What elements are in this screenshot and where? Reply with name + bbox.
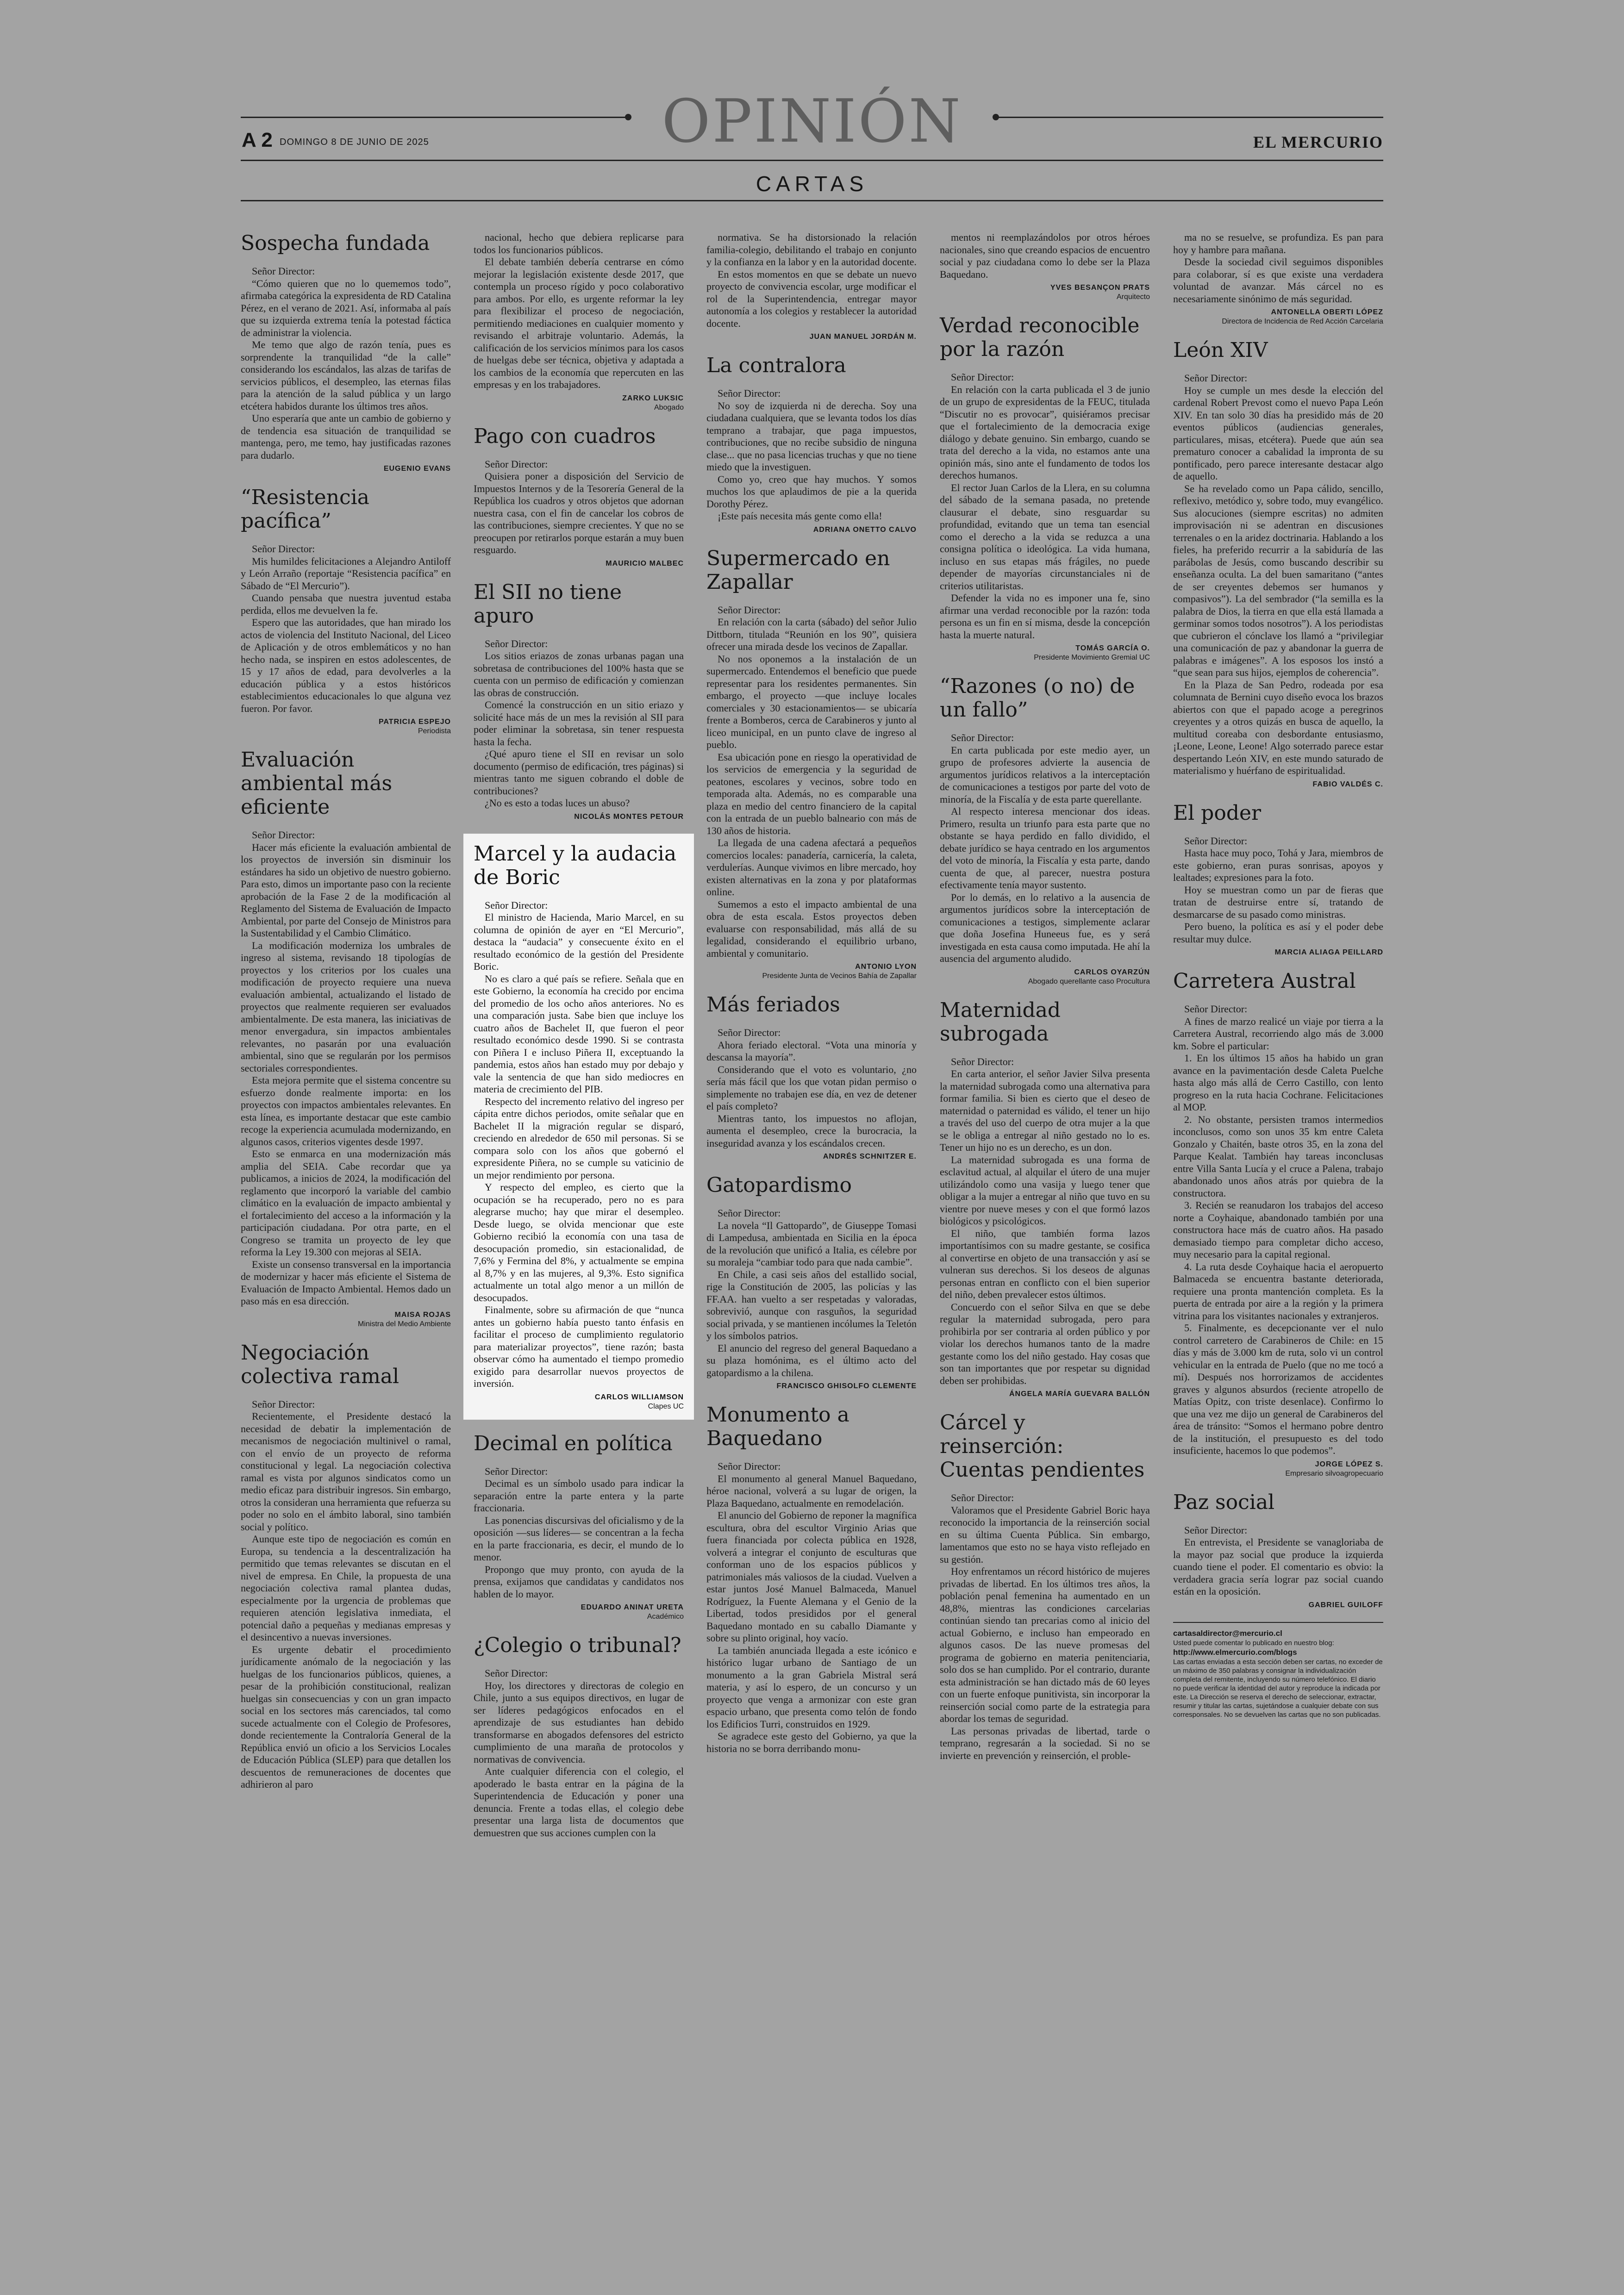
letter-paragraph: Uno esperaría que ante un cambio de gobierno y de tendencia esa situación de tranquilidad se mantenga, pero, me temo, hay justificadas razones para dudarlo. xyxy=(241,412,451,461)
letter-paragraph: La modificación moderniza los umbrales de ingreso al sistema, revisando 18 tipologías de proyectos y los criterios por los cuales una modificación de proyecto requiere una nueva evaluación ambiental, actualizando el listado de proyectos que realmente requieren ser evaluados ambientalmente. De esta manera, las iniciativas de menor envergadura, sin impactos ambientales relevantes, no pasarán por una evaluación ambiental, sino que se regularán por los permisos sectoriales correspondientes. xyxy=(241,939,451,1074)
letter-paragraph: Señor Director: xyxy=(718,387,781,399)
letter-paragraph: 4. La ruta desde Coyhaique hacia el aeropuerto Balmaceda se encuentra bastante deteriorada, requiere una pronta mantención completa. Es la puerta de entrada por aire a la región y la primera vitrina para los visitantes nacionales y extranjeros. xyxy=(1173,1260,1383,1322)
letter-paragraph: Comencé la construcción en un sitio eriazo y solicité hace más de un mes la revisión al SII para poder eliminar la sobretasa, sin tener respuesta hasta la fecha. xyxy=(474,699,684,748)
letter-author: TOMÁS GARCÍA O. xyxy=(1075,644,1150,652)
letter-paragraph: mentos ni reemplazándolos por otros héroes nacionales, sino que creando espacios de encuentro social y paz ciudadana como lo debe ser la Plaza Baquedano. xyxy=(940,231,1150,280)
letter-paragraph: Es urgente debatir el procedimiento jurídicamente anómalo de la negociación y las huelgas de los funcionarios públicos, quienes, a pesar de la prohibición constitucional, realizan huelgas sin consecuencias y con un gran impacto social en los sectores más carenciados, tal como sucede actualmente con el Colegio de Profesores, donde recientemente la Contraloría General de la República envió un oficio a los Servicios Locales de Educación Pública (SLEP) para que detallen los descuentos de remuneraciones de docentes que adhirieron al paro xyxy=(241,1643,451,1790)
letter-paragraph: Las personas privadas de libertad, tarde o temprano, regresarán a la sociedad. Si no se invierte en prevención y reinserción, el proble- xyxy=(940,1725,1150,1761)
letter-author: MAISA ROJAS xyxy=(394,1310,451,1319)
column-2 xyxy=(474,231,684,1851)
letter-paragraph: Señor Director: xyxy=(485,1667,548,1679)
letter-paragraph: 2. No obstante, persisten tramos intermedios inconclusos, como son unos 35 km entre Caleta Gonzalo y Chaitén, baste otros 35, en la zona del Parque Kealat. También hay tareas inconclusas entre Villa Santa Lucía y el cruce a Palena, trabajo abandonado unos años atrás por quiebra de la constructora. xyxy=(1173,1113,1383,1199)
letter xyxy=(706,354,917,535)
letter-author-role: Abogado querellante caso Procultura xyxy=(1028,977,1150,985)
letter-author: NICOLÁS MONTES PETOUR xyxy=(574,812,684,821)
letter-paragraph: Señor Director: xyxy=(951,732,1014,743)
letter-title: Decimal en política xyxy=(474,1431,673,1455)
letter-paragraph: Al respecto interesa mencionar dos ideas. Primero, resulta un triunfo para esta parte que no obstante se haya perdido en fallo dividido, el debate jurídico se haya centrado en los argumentos del voto de minoría, la Fiscalía y esta parte, dando cuenta de que, al parecer, nuestra postura efectivamente tenía mayor sustento. xyxy=(940,805,1150,891)
letter-paragraph: normativa. Se ha distorsionado la relación familia-colegio, debilitando el trabajo en conjunto y la confianza en la labor y en la autoridad docente. xyxy=(706,231,917,268)
contact-box xyxy=(1173,1622,1383,1719)
letter-paragraph: Se ha revelado como un Papa cálido, sencillo, reflexivo, metódico y, sobre todo, muy evangélico. Sus alocuciones (siempre escritas) no admiten improvisación ni se adentran en discusiones terrenales o en la aridez doctrinaria. Hablando a los fieles, ha preferido recurrir a la sabiduría de las parábolas de Jesús, como buscando describir su enseñanza oculta. La del buen samaritano (“antes de ser creyentes debemos ser humanos y compasivos”). La del sembrador (“la semilla es la palabra de Dios, la tierra en que ella está llamada a germinar somos todos nosotros”). A los periodistas que cubrieron el cónclave los llamó a “privilegiar una comunicación de paz y abandonar la guerra de palabras e imágenes”. A los esposos los instó a “que sean para sus hijos, ejemplos de coherencia”. xyxy=(1173,482,1383,678)
letter xyxy=(1173,969,1383,1478)
letter xyxy=(1173,231,1383,326)
letter-author: JORGE LÓPEZ S. xyxy=(1315,1460,1383,1468)
submission-notice: Las cartas enviadas a esta sección deben ser cartas, no exceder de un máximo de 350 palabras y consignar la individualización completa del remitente, incluyendo su número telefónico. El diario no puede verificar la identidad del autor y reproduce la indicada por este. La Dirección se reserva el derecho de seleccionar, extractar, resumir y titular las cartas, sujetándose a cualquier debate con sus corresponsales. No se devuelven las cartas que no son publicadas. xyxy=(1173,1658,1383,1719)
letter-paragraph: No nos oponemos a la instalación de un supermercado. Entendemos el beneficio que puede representar para los residentes permanentes. Sin embargo, el proyecto —que incluye locales comerciales y 30 estacionamientos— se ubicaría frente a Bomberos, cerca de Carabineros y junto al liceo municipal, en un punto clave de ingreso al pueblo. xyxy=(706,653,917,750)
letter-paragraph: Por lo demás, en lo relativo a la ausencia de argumentos jurídicos sobre la interceptación de comunicaciones a testigos, simplemente aclarar que doña Josefina Huneeus fue, es y será investigada en esta causa como imputada. He ahí la ausencia del argumento aludido. xyxy=(940,891,1150,964)
featured-letter xyxy=(463,834,694,1420)
letter-paragraph: ¿Qué apuro tiene el SII en revisar un solo documento (permiso de edificación, tres páginas) si mientras tanto me siguen cobrando el doble de contribuciones? xyxy=(474,748,684,797)
letter-paragraph: Esa ubicación pone en riesgo la operatividad de los servicios de emergencia y la seguridad de peatones, escolares y vecinos, sobre todo en temporada alta. Además, no es comparable una plaza en medio del centro financiero de la capital con la entrada de un pueblo balneario con más de 130 años de historia. xyxy=(706,751,917,836)
issue-date: DOMINGO 8 DE JUNIO DE 2025 xyxy=(280,137,429,147)
letter xyxy=(706,231,917,342)
letter-paragraph: Hoy se cumple un mes desde la elección del cardenal Robert Prevost como el nuevo Papa León XIV. En tan solo 30 días ha presidido más de 20 eventos públicos (audiencias generales, particulares, misas, etcétera). Puede que aún sea prematuro conocer a cabalidad la impronta de su pontificado, pero parece interesante destacar algo de aquello. xyxy=(1173,384,1383,482)
letter-paragraph: Respecto del incremento relativo del ingreso per cápita entre dichos periodos, omite señalar que en Bachelet II la migración regular se disparó, creciendo en alrededor de 650 mil personas. Si se compara solo con los años que gobernó el expresidente Piñera, no se cumple su vaticinio de un mejor rendimiento por persona. xyxy=(474,1095,684,1181)
letter-paragraph: La novela “Il Gattopardo”, de Giuseppe Tomasi di Lampedusa, ambientada en Sicilia en la época de la revolución que unificó a Italia, es célebre por su moraleja “cambiar todo para que nada cambie”. xyxy=(706,1219,917,1268)
subsection-title: CARTAS xyxy=(756,172,868,196)
letter-author-role: Clapes UC xyxy=(648,1402,684,1410)
letter-paragraph: Aunque este tipo de negociación es común en Europa, su tendencia a la descentralización ha permitido que temas relevantes se discutan en el nivel de empresa. En Chile, la propuesta de una negociación colectiva ramal plantea dudas, especialmente por la urgencia de problemas que requieren atención legislativa inmediata, el potencial daño a pequeñas y medianas empresas y el desincentivo a nuevas inversiones. xyxy=(241,1533,451,1643)
letter-author-role: Ministra del Medio Ambiente xyxy=(358,1320,451,1328)
letter xyxy=(1173,801,1383,958)
page-number: A 2 xyxy=(242,129,273,151)
letter-author: CARLOS OYARZÚN xyxy=(1074,968,1150,976)
letter-author-role: Presidente Junta de Vecinos Bahía de Zapallar xyxy=(762,972,917,980)
letter-paragraph: En carta anterior, el señor Javier Silva presenta la maternidad subrogada como una alternativa para formar familia. Si bien es cierto que el deseo de maternidad o paternidad es válido, el tener un hijo a través del uso del cuerpo de otra mujer a la que se le obliga a entregar al niño gestado no lo es. Tener un hijo no es un derecho, es un don. xyxy=(940,1068,1150,1153)
letter-paragraph: ¿No es esto a todas luces un abuso? xyxy=(485,797,630,809)
letter-paragraph: Señor Director: xyxy=(485,1465,548,1477)
column-1 xyxy=(241,231,451,1803)
letter-paragraph: La maternidad subrogada es una forma de esclavitud actual, al alquilar el útero de una mujer utilizándolo como una vasija y luego tener que obligar a la mujer a entregar al niño que tuvo en su vientre por nueve meses y con el que formó lazos biológicos y psicológicos. xyxy=(940,1154,1150,1227)
letter-author: GABRIEL GUILOFF xyxy=(1308,1601,1383,1609)
letter-paragraph: 5. Finalmente, es decepcionante ver el nulo control carretero de Carabineros de Chile: en 15 días y más de 3.000 km de ruta, solo vi un control vehicular en la entrada de Puelo (que no me tocó a mí). Después nos horrorizamos de accidentes graves y algunos absurdos (reciente atropello de Matías Opitz, con triste desenlace). Confirmo lo que una vez me dijo un general de Carabineros del área de tránsito: “Somos el hermano pobre dentro de la institución, el presupuesto es del todo insuficiente, hacemos lo que podemos”. xyxy=(1173,1322,1383,1456)
letter-paragraph: Quisiera poner a disposición del Servicio de Impuestos Internos y de la Tesorería General de la República los cuadros y otros objetos que adornan nuestra casa, con el fin de cancelar los cobros de las contribuciones, siempre crecientes. Y que no se preocupen por retirarlos porque estarán a muy buen resguardo. xyxy=(474,470,684,555)
letter xyxy=(706,547,917,981)
letter xyxy=(241,231,451,474)
letter-author: CARLOS WILLIAMSON xyxy=(594,1393,684,1401)
letter-paragraph: El monumento al general Manuel Baquedano, héroe nacional, volverá a su lugar de origen, la Plaza Baquedano, actualmente en remodelación. xyxy=(706,1472,917,1509)
letter-paragraph: ma no se resuelve, se profundiza. Es pan para hoy y hambre para mañana. xyxy=(1173,231,1383,256)
letter-title: León XIV xyxy=(1173,338,1268,362)
letter-paragraph: Hasta hace muy poco, Tohá y Jara, miembros de este gobierno, eran puras sonrisas, apoyos y lealtades; expresiones para la foto. xyxy=(1173,847,1383,883)
letter-paragraph: Considerando que el voto es voluntario, ¿no sería más fácil que los que votan pidan permiso o simplemente no trabajen ese día, en vez de detener el país completo? xyxy=(706,1063,917,1112)
letter-paragraph: Propongo que muy pronto, con ayuda de la prensa, exijamos que candidatas y candidatos nos hablen de lo mayor. xyxy=(474,1563,684,1600)
letter-title: Más feriados xyxy=(706,993,840,1017)
letter-paragraph: Hacer más eficiente la evaluación ambiental de los proyectos de inversión sin disminuir los estándares ha sido un objetivo de nuestro gobierno. Para esto, dimos un importante paso con la reciente aprobación de la Fase 2 de la modificación al Reglamento del Sistema de Evaluación de Impacto Ambiental, por parte del Consejo de Ministros para la Sustentabilidad y el Cambio Climático. xyxy=(241,841,451,939)
letter-paragraph: Hoy enfrentamos un récord histórico de mujeres privadas de libertad. En los últimos tres años, la población penal femenina ha aumentado en un 48,8%, mientras las condiciones carcelarias continúan siendo tan precarias como al inicio del actual Gobierno, e incluso han empeorado en algunos casos. De las nueve promesas del programa de gobierno en materia penitenciaria, solo dos se han cumplido. Por el contrario, durante esta administración se han dictado más de 60 leyes con un fuerte enfoque punitivista, sin incorporar la reinserción social como parte de la estrategia para abordar los temas de seguridad. xyxy=(940,1565,1150,1724)
letter-author: ANTONELLA OBERTI LÓPEZ xyxy=(1271,308,1383,316)
letter-author: EDUARDO ANINAT URETA xyxy=(581,1603,684,1611)
masthead-rule-right xyxy=(993,117,1383,118)
letter xyxy=(241,486,451,736)
blog-url: http://www.elmercurio.com/blogs xyxy=(1173,1647,1297,1657)
letter-author-role: Académico xyxy=(647,1613,684,1621)
letter-author: ÁNGELA MARÍA GUEVARA BALLÓN xyxy=(1009,1390,1150,1398)
letter xyxy=(706,1173,917,1391)
letter-paragraph: Como yo, creo que hay muchos. Y somos muchos los que aplaudimos de pie a la querida Dorothy Pérez. xyxy=(706,473,917,510)
letter-paragraph: Valoramos que el Presidente Gabriel Boric haya reconocido la importancia de la reinserción social en su última Cuenta Pública. Sin embargo, lamentamos que esto no se haya visto reflejado en su gestión. xyxy=(940,1504,1150,1565)
letter-paragraph: Señor Director: xyxy=(485,458,548,470)
letter-paragraph: Señor Director: xyxy=(718,1460,781,1472)
letter-author-role: Arquitecto xyxy=(1116,293,1150,301)
header-rule-bottom xyxy=(241,200,1383,201)
letter-paragraph: Cuando pensaba que nuestra juventud estaba perdida, ellos me devuelven la fe. xyxy=(241,592,451,616)
letter-author-role: Periodista xyxy=(418,727,451,735)
letter-paragraph: Señor Director: xyxy=(1184,1003,1248,1015)
letter-title: Maternidad subrogada xyxy=(940,998,1061,1046)
letter-paragraph: Mientras tanto, los impuestos no aflojan, aumenta el desempleo, crece la burocracia, la inseguridad avanza y los escándalos crecen. xyxy=(706,1112,917,1149)
letter-paragraph: ¡Este país necesita más gente como ella! xyxy=(718,510,882,522)
letter-paragraph: En entrevista, el Presidente se vanagloriaba de la mayor paz social que produce la izquierda cuando tiene el poder. El comentario es obvio: la verdadera gracia sería lograr paz social cuando están en la oposición. xyxy=(1173,1536,1383,1597)
letter-paragraph: El anuncio del regreso del general Baquedano a su plaza homónima, es el último acto del gatopardismo a la chilena. xyxy=(706,1342,917,1378)
letter xyxy=(241,1341,451,1791)
letter-paragraph: Señor Director: xyxy=(252,265,315,277)
letter-author: EUGENIO EVANS xyxy=(383,465,451,473)
letter-paragraph: Señor Director: xyxy=(485,637,548,649)
letter-paragraph: En Chile, a casi seis años del estallido social, rige la Constitución de 2005, las policías y las FF.AA. han vuelto a ser respetadas y valoradas, sobrevivió, aunque con rasguños, la seguridad social privada, y se mantienen incólumes la Teletón y los símbolos patrios. xyxy=(706,1268,917,1341)
letter-paragraph: Esta mejora permite que el sistema concentre su esfuerzo donde realmente importa: en los proyectos con impactos ambientales relevantes. En esta línea, es importante destacar que este cambio recoge la experiencia acumulada modernizando, en algunos casos, criterios vigentes desde 1997. xyxy=(241,1074,451,1148)
letter-paragraph: El niño, que también forma lazos importantísimos con su madre gestante, se cosifica al convertirse en objeto de una transacción y así se vulneran sus derechos. Si los deseos de algunas personas entran en conflicto con el bien superior del niño, deben prevalecer estos últimos. xyxy=(940,1227,1150,1300)
letter-paragraph: Los sitios eriazos de zonas urbanas pagan una sobretasa de contribuciones del 100% hasta que se cuenta con un permiso de edificación y comienzan las obras de construcción. xyxy=(474,650,684,698)
letter-title: Pago con cuadros xyxy=(474,424,656,448)
letter-paragraph: El ministro de Hacienda, Mario Marcel, en su columna de opinión de ayer en “El Mercurio”, destaca la “audacia” y consecuente éxito en el resultado económico de la gestión del Presidente Boric. xyxy=(474,911,684,972)
letter-author: YVES BESANÇON PRATS xyxy=(1050,284,1150,292)
letter-paragraph: No soy de izquierda ni de derecha. Soy una ciudadana cualquiera, que se levanta todos los días temprano a trabajar, que paga impuestos, contribuciones, que no recibe subsidio de ninguna clase... que no pasa licencias truchas y que no tiene miedo que la investiguen. xyxy=(706,399,917,473)
column-5 xyxy=(1173,231,1383,1719)
letter-paragraph: 3. Recién se reanudaron los trabajos del acceso norte a Coyhaique, abandonado también por una constructora hace más de cuatro años. Ha pasado demasiado tiempo para completar dicho acceso, muy necesario para la capital regional. xyxy=(1173,1199,1383,1260)
letter-paragraph: Me temo que algo de razón tenía, pues es sorprendente la tranquilidad “de la calle” considerando los escándalos, las alzas de tarifas de servicios públicos, el desempleo, las eternas filas para la atención de la salud pública y un largo etcétera habidos durante los últimos tres años. xyxy=(241,339,451,412)
blog-note: Usted puede comentar lo publicado en nuestro blog: xyxy=(1173,1639,1334,1647)
letter-paragraph: Desde la sociedad civil seguimos disponibles para colaborar, sí es que existe una verdadera voluntad de avanzar. Más cárcel no es necesariamente sinónimo de más seguridad. xyxy=(1173,256,1383,305)
letter-paragraph: “Cómo quieren que no lo quememos todo”, afirmaba categórica la expresidenta de RD Catalina Pérez, en el verano de 2021. Así, informaba al país que su izquierda extrema tenía la potestad fáctica de administrar la violencia. xyxy=(241,277,451,338)
letter-author: ANTONIO LYON xyxy=(855,963,917,971)
letter-paragraph: Se agradece este gesto del Gobierno, ya que la historia no se borra derribando monu- xyxy=(706,1730,917,1754)
letter-title: Sospecha fundada xyxy=(241,231,430,255)
letter-paragraph: El anuncio del Gobierno de reponer la magnífica escultura, obra del escultor Virginio Arias que fuera financiada por colecta pública en 1928, volverá a integrar el conjunto de esculturas que conforman uno de los espacios públicos y patrimoniales más valiosos de la ciudad. Vuelven a estar juntos José Manuel Balmaceda, Manuel Rodríguez, la Fuente Alemana y el Genio de la Libertad, todos presididos por el general Baquedano montado en su caballo Diamante y sobre su plinto original, hoy vacío. xyxy=(706,1509,917,1644)
letter-title: El SII no tiene apuro xyxy=(474,580,622,628)
contact-email: cartasaldirector@mercurio.cl xyxy=(1173,1628,1282,1638)
letter-paragraph: Señor Director: xyxy=(951,1055,1014,1067)
letter xyxy=(940,674,1150,986)
letter-title: El poder xyxy=(1173,801,1262,825)
letter-paragraph: Mis humildes felicitaciones a Alejandro Antiloff y León Arraño (reportaje “Resistencia pacífica” en Sábado de “El Mercurio”). xyxy=(241,555,451,592)
letter-paragraph: Señor Director: xyxy=(951,371,1014,383)
letter xyxy=(706,1403,917,1755)
letter-paragraph: Esto se enmarca en una modernización más amplia del SEIA. Cabe recordar que ya publicamos, a inicios de 2024, la modificación del reglamento que incorporó la variable del cambio climático en la evaluación de impacto ambiental y el fortalecimiento del acceso a la información y la participación ciudadana. Por otra parte, en el Congreso se tramita un proyecto de ley que reforma la Ley 19.300 con mejoras al SEIA. xyxy=(241,1148,451,1258)
letter-paragraph: Pero bueno, la política es así y el poder debe resultar muy dulce. xyxy=(1173,921,1383,945)
letter-title: Paz social xyxy=(1173,1490,1275,1514)
letter-title: Carretera Austral xyxy=(1173,969,1356,993)
letter-title: Negociación colectiva ramal xyxy=(241,1341,400,1388)
letter-paragraph: Señor Director: xyxy=(718,1027,781,1038)
letter-paragraph: nacional, hecho que debiera replicarse para todos los funcionarios públicos. xyxy=(474,231,684,256)
letter-paragraph: Señor Director: xyxy=(252,829,315,841)
letter-paragraph: Señor Director: xyxy=(485,899,548,911)
letter-author-role: Abogado xyxy=(654,403,684,412)
letter-paragraph: Señor Director: xyxy=(951,1492,1014,1503)
letter-author-role: Empresario silvoagropecuario xyxy=(1285,1469,1383,1478)
letter-paragraph: Defender la vida no es imponer una fe, sino afirmar una verdad reconocible por la razón: toda persona es un fin en sí misma, desde la concepción hasta la muerte natural. xyxy=(940,592,1150,641)
letter-title: Cárcel y reinserción: Cuentas pendientes xyxy=(940,1411,1145,1482)
letter-author: MARCIA ALIAGA PEILLARD xyxy=(1274,948,1383,956)
letter-paragraph: Señor Director: xyxy=(252,1398,315,1410)
letter-paragraph: En relación con la carta publicada el 3 de junio de un grupo de expresidentas de la FEUC, titulada “Discutir no es provocar”, quisiéramos precisar que el fortalecimiento de la democracia exige diálogo y debate genuino. Sin embargo, cuando se trata del derecho a la vida, no estamos ante una opinión más, sino ante el fundamento de todos los derechos humanos. xyxy=(940,383,1150,481)
letter-author: ZARKO LUKSIC xyxy=(622,394,684,402)
letter-title: Supermercado en Zapallar xyxy=(706,546,890,594)
letter-paragraph: Ante cualquier diferencia con el colegio, el apoderado le basta entrar en la página de la Superintendencia de Educación y poner una denuncia. Frente a todas ellas, el colegio debe presentar una larga lista de documentos que demuestren que sus acciones cumplen con la xyxy=(474,1765,684,1839)
letter-paragraph: Espero que las autoridades, que han mirado los actos de violencia del Instituto Nacional, del Liceo de Aplicación y de otros emblemáticos y no han hecho nada, se inspiren en estos adolescentes, de 15 y 17 años de edad, para devolverles a la educación pública y a estos históricos establecimientos educacionales lo que alguna vez fueron. Por favor. xyxy=(241,617,451,714)
letter-title: ¿Colegio o tribunal? xyxy=(474,1634,681,1657)
letter-paragraph: Señor Director: xyxy=(252,543,315,555)
letter-paragraph: Sumemos a esto el impacto ambiental de una obra de esta escala. Estos proyectos deben evaluarse con responsabilidad, más allá de su legalidad, considerando el equilibrio urbano, ambiental y comunitario. xyxy=(706,898,917,959)
letter-paragraph: Ahora feriado electoral. “Vota una minoría y descansa la mayoría”. xyxy=(706,1039,917,1063)
letter-title: La contralora xyxy=(706,354,846,377)
letter-paragraph: Señor Director: xyxy=(1184,835,1248,847)
letter-author: MAURICIO MALBEC xyxy=(606,559,684,568)
letter-author: FABIO VALDÉS C. xyxy=(1312,780,1383,788)
letter-title: Verdad reconocible por la razón xyxy=(940,314,1140,361)
letter-author-role: Presidente Movimiento Gremial UC xyxy=(1034,654,1150,661)
letter-paragraph: Finalmente, sobre su afirmación de que “nunca antes un gobierno había puesto tanto énfasis en facilitar el proceso de cumplimiento regulatorio para materializar proyectos”, tiene razón; basta observar cómo ha aumentado el tiempo promedio exigido para desarrollar nuevos proyectos de inversión. xyxy=(474,1304,684,1389)
letter-author: JUAN MANUEL JORDÁN M. xyxy=(809,333,917,341)
newspaper-name: EL MERCURIO xyxy=(1253,133,1383,151)
letter xyxy=(474,231,684,412)
letter-paragraph: No es claro a qué país se refiere. Señala que en este Gobierno, la economía ha crecido por encima del promedio de los ocho años anteriores. No es una comparación justa. Sabe bien que incluye los cuatro años de Bachelet II, que fueron el peor resultado económico desde 1990. Si se contrasta con Piñera I e incluso Piñera II, exceptuando la pandemia, estos años han estado muy por debajo y vale la sentencia de que han sido mediocres en materia de crecimiento del PIB. xyxy=(474,973,684,1095)
letter-author: ANDRÉS SCHNITZER E. xyxy=(823,1153,917,1160)
masthead-rule-left xyxy=(241,117,631,118)
letter-title: “Razones (o no) de un fallo” xyxy=(940,674,1135,722)
letter-paragraph: En relación con la carta (sábado) del señor Julio Dittborn, titulada “Reunión en los 90”, quisiera ofrecer una mirada desde los vecinos de Zapallar. xyxy=(706,616,917,652)
column-4 xyxy=(940,231,1150,1774)
masthead-dot-left xyxy=(625,114,631,120)
letter-title: Evaluación ambiental más eficiente xyxy=(241,748,393,819)
letter-paragraph: El rector Juan Carlos de la Llera, en su columna del sábado de la semana pasada, no pretende clausurar el debate, sino resguardar su profundidad, evitando que un tema tan esencial como el derecho a la vida se reduzca a una consigna política o ideológica. La vida humana, incluso en sus etapas más frágiles, no puede depender de mayorías circunstanciales ni de criterios utilitaristas. xyxy=(940,481,1150,592)
letter-title: “Resistencia pacífica” xyxy=(241,486,369,533)
letter-paragraph: Hoy, los directores y directoras de colegio en Chile, junto a sus equipos directivos, en lugar de ser líderes pedagógicos enfocados en el aprendizaje de sus estudiantes han debido transformarse en abogados defensores del estricto cumplimiento de una maraña de protocolos y normativas de convivencia. xyxy=(474,1679,684,1765)
letter xyxy=(474,1634,684,1839)
letter-paragraph: Concuerdo con el señor Silva en que se debe regular la maternidad subrogada, pero para prohibirla por ser contraria al orden público y por violar los derechos humanos tanto de la madre gestante como los del niño gestado. Hay cosas que son tan importantes que por respetar su dignidad deben ser prohibidas. xyxy=(940,1301,1150,1386)
letter-author-role: Directora de Incidencia de Red Acción Carcelaria xyxy=(1222,318,1383,325)
letter-paragraph: La llegada de una cadena afectará a pequeños comercios locales: panadería, carnicería, la caleta, verdulerías. Aunque vivimos en libre mercado, hoy existen alternativas en la zona y por plataformas online. xyxy=(706,837,917,898)
letter-title: Monumento a Baquedano xyxy=(706,1403,849,1450)
letter xyxy=(474,424,684,568)
letter-paragraph: En estos momentos en que se debate un nuevo proyecto de convivencia escolar, urge modificar el rol de la Superintendencia, entregar mayor autonomía a los colegios y restablecer la autoridad docente. xyxy=(706,268,917,329)
letter xyxy=(1173,1491,1383,1610)
letter-paragraph: Señor Director: xyxy=(718,604,781,616)
letter-paragraph: Existe un consenso transversal en la importancia de modernizar y hacer más eficiente el Sistema de Evaluación de Impacto Ambiental. Hemos dado un paso más en esa dirección. xyxy=(241,1258,451,1307)
section-title: OPINIÓN xyxy=(662,87,962,156)
letter xyxy=(241,748,451,1329)
column-3 xyxy=(706,231,917,1767)
letter-paragraph: Hoy se muestran como un par de fieras que tratan de destruirse entre sí, tratando de desmarcarse de su pasado como ministras. xyxy=(1173,884,1383,920)
letter-paragraph: La también anunciada llegada a este icónico e histórico lugar urbano de Santiago de un monumento a la gran Gabriela Mistral será materia, y así lo espero, de un concurso y un proyecto que venga a armonizar con este gran espacio urbano, que presenta como telón de fondo los Edificios Turri, construidos en 1929. xyxy=(706,1644,917,1730)
letter-paragraph: Señor Director: xyxy=(718,1207,781,1219)
letter-title: Marcel y la audacia de Boric xyxy=(474,842,677,889)
letter xyxy=(940,231,1150,302)
letter-paragraph: El debate también debería centrarse en cómo mejorar la legislación existente desde 2017, que contempla un proceso rígido y poco colaborativo para ambos. Por ello, es urgente reformar la ley para flexibilizar el proceso de negociación, permitiendo mediaciones en cualquier momento y revisando el arbitraje voluntario. Además, la calificación de los servicios mínimos para los casos de huelgas debe ser técnica, objetiva y adaptada a los cambios de la economía que repercuten en las empresas y en los trabajadores. xyxy=(474,256,684,390)
letter-paragraph: Recientemente, el Presidente destacó la necesidad de debatir la implementación de mecanismos de negociación multinivel o ramal, con el envío de un proyecto de reforma constitucional y legal. La negociación colectiva ramal es vista por algunos sindicatos como un medio eficaz para distribuir ingresos. Sin embargo, otros la consideran una herramienta que refuerza su poder no solo en el ámbito laboral, sino también social y político. xyxy=(241,1410,451,1533)
letter-paragraph: 1. En los últimos 15 años ha habido un gran avance en la pavimentación desde Caleta Puelche hasta algo más allá de Cerro Castillo, con lento progreso en la ruta hacia Cochrane. Felicitaciones al MOP. xyxy=(1173,1052,1383,1113)
letter xyxy=(940,1411,1150,1762)
letter-paragraph: En la Plaza de San Pedro, rodeada por esa columnata de Bernini cuyo diseño evoca los brazos abiertos con que el papado acoge a peregrinos creyentes y a otros quizás en busca de aquello, la multitud coreaba con desbordante entusiasmo, ¡Leone, Leone, Leone! Algo soterrado parece estar despertando León XIV, en este mundo saturado de materialismo y huérfano de espiritualidad. xyxy=(1173,679,1383,776)
letter xyxy=(940,314,1150,662)
letter-title: Gatopardismo xyxy=(706,1173,852,1197)
letter-paragraph: Decimal es un símbolo usado para indicar la separación entre la parte entera y la parte fraccionaria. xyxy=(474,1478,684,1514)
letter xyxy=(474,580,684,822)
letter-author: ADRIANA ONETTO CALVO xyxy=(813,525,917,534)
letter xyxy=(706,993,917,1161)
letter-paragraph: Las ponencias discursivas del oficialismo y de la oposición —sus líderes— se concentran a la fecha en la parte fraccionaria, es decir, el mundo de lo menor. xyxy=(474,1514,684,1563)
letter-paragraph: En carta publicada por este medio ayer, un grupo de profesores advierte la ausencia de argumentos jurídicos relativos a la interceptación de comunicaciones a testigos por parte del voto de minoría, de la Fiscalía y de esta parte querellante. xyxy=(940,744,1150,805)
letter xyxy=(940,998,1150,1399)
letter-paragraph: Señor Director: xyxy=(1184,372,1248,384)
letter xyxy=(474,1432,684,1622)
letter-paragraph: Señor Director: xyxy=(1184,1524,1248,1536)
letter-author: FRANCISCO GHISOLFO CLEMENTE xyxy=(776,1382,917,1390)
header-rule-top xyxy=(241,160,1383,161)
letter xyxy=(1173,338,1383,789)
letter-paragraph: Y respecto del empleo, es cierto que la ocupación se ha recuperado, pero no es para alegrarse mucho; hay que mirar el desempleo. Desde luego, se olvida mencionar que este Gobierno recibió la economía con una tasa de desocupación promedio, sin estacionalidad, de 7,6% y Fermina del 8%, y actualmente se empina al 8,7% y en las mujeres, al 9,3%. Esto significa actualmente un total algo menor a un millón de desocupados. xyxy=(474,1181,684,1303)
letter-paragraph: A fines de marzo realicé un viaje por tierra a la Carretera Austral, recorriendo algo más de 3.000 km. Sobre el particular: xyxy=(1173,1015,1383,1052)
letter-author: PATRICIA ESPEJO xyxy=(378,718,451,726)
